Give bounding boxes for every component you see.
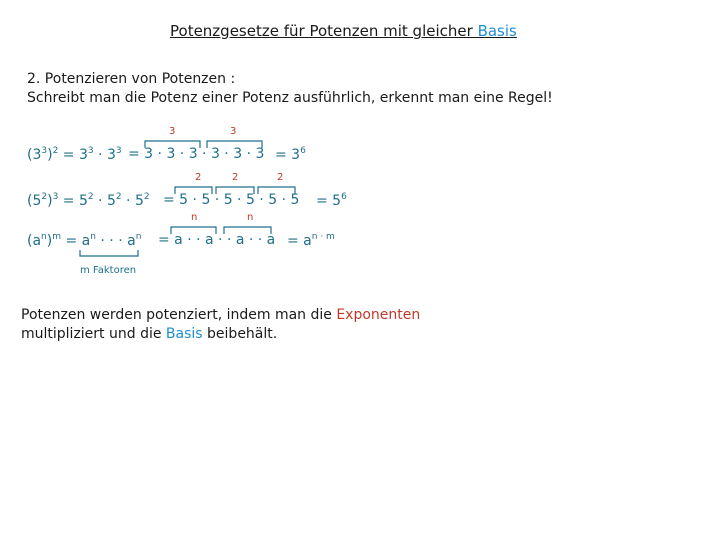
row3-equation: $(a^n)^m = a^n$ · · · $a^n$ — [27, 232, 142, 249]
title-basis: Basis — [477, 22, 517, 40]
basis-highlight: Basis — [165, 326, 203, 342]
row3-result: = $a^{n \cdot m}$ — [287, 232, 335, 249]
section-text: Schreibt man die Potenz einer Potenz ausführlich, erkennt man eine Regel! — [27, 90, 553, 106]
section-heading: 2. Potenzieren von Potenzen : — [27, 71, 236, 87]
row2-expanded: = 5 · 5 · 5 · 5 · 5 · 5 — [163, 192, 300, 208]
conclusion-line-1: Potenzen werden potenziert, indem man die Exponenten — [21, 307, 421, 323]
row1-result: = $3^6$ — [275, 146, 306, 163]
row3-expanded: = a · · a · · a · · a — [158, 232, 276, 248]
factor-label: m Faktoren — [80, 265, 137, 276]
row1-equation: $(3^3)^2 = 3^3 \cdot 3^3$ — [27, 146, 122, 163]
row3-brace-label-2: n — [247, 212, 254, 223]
row1-brace-label-2: 3 — [230, 126, 237, 137]
exponenten-highlight: Exponenten — [336, 307, 421, 323]
row1-brace-label-1: 3 — [169, 126, 176, 137]
title-text: Potenzgesetze für Potenzen mit gleicher — [170, 22, 478, 40]
conclusion-line-2: multipliziert und die Basis beibehält. — [21, 326, 278, 342]
row3-brace-label-1: n — [191, 212, 198, 223]
factor-brace — [76, 248, 146, 262]
row2-brace-label-1: 2 — [195, 172, 202, 183]
row2-result: = $5^6$ — [316, 192, 347, 209]
row1-expanded: = 3 · 3 · 3 · 3 · 3 · 3 — [128, 146, 265, 162]
row2-equation: $(5^2)^3 = 5^2 \cdot 5^2 \cdot 5^2$ — [27, 192, 150, 209]
page-title — [170, 22, 517, 40]
row2-brace-label-3: 2 — [277, 172, 284, 183]
row2-brace-label-2: 2 — [232, 172, 239, 183]
